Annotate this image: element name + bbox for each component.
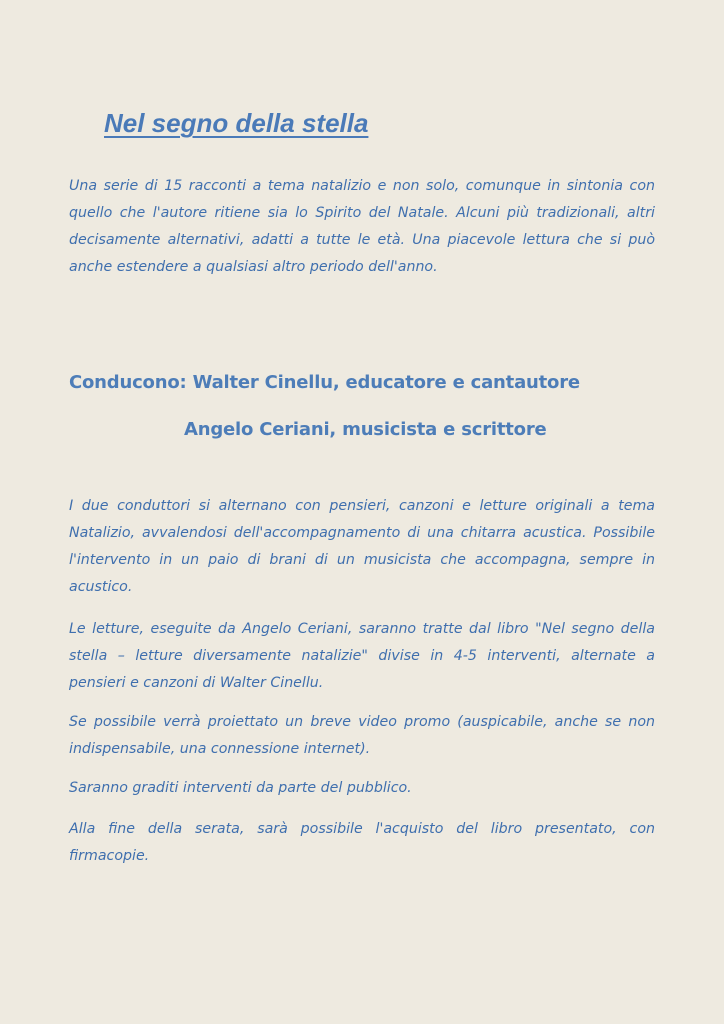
body-paragraph-5: Alla fine della serata, sarà possibile l'acquisto del libro presentato, con firmacopie. — [69, 821, 655, 864]
hosts-heading-line-1: Conducono: Walter Cinellu, educatore e cantautore — [69, 372, 580, 393]
body-paragraph-2: Le letture, eseguite da Angelo Ceriani, saranno tratte dal libro "Nel segno della stella – letture diversamente natalizie" divise in 4-5 interventi, alternate a pensieri e canzoni di Walter Cinellu. — [69, 621, 655, 691]
body-paragraph-4: Saranno graditi interventi da parte del pubblico. — [69, 780, 412, 796]
body-paragraph-3: Se possibile verrà proiettato un breve video promo (auspicabile, anche se non indispensabile, una connessione internet). — [69, 714, 655, 757]
body-paragraph-1: I due conduttori si alternano con pensieri, canzoni e letture originali a tema Natalizio, avvalendosi dell'accompagnamento di una chitarra acustica. Possibile l'intervento in un paio di brani di un musicista che accompagna, sempre in acustico. — [69, 498, 655, 595]
intro-paragraph: Una serie di 15 racconti a tema natalizio e non solo, comunque in sintonia con quello che l'autore ritiene sia lo Spirito del Natale. Alcuni più tradizionali, altri decisamente alternativi, adatti a tutte le età. Una piacevole lettura che si può anche estendere a qualsiasi altro periodo dell'anno. — [69, 178, 655, 275]
hosts-heading-line-2: Angelo Ceriani, musicista e scrittore — [184, 419, 547, 440]
document-title: Nel segno della stella — [104, 108, 369, 138]
